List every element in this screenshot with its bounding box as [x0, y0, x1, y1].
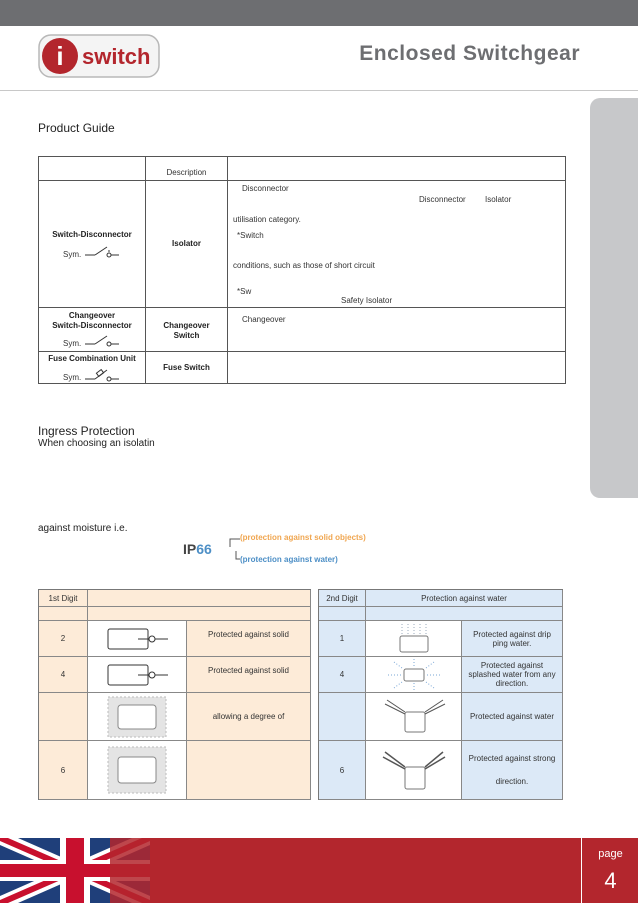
ingress-intro-text: When choosing an isolatin	[38, 438, 155, 449]
solid-diagram-cell	[88, 693, 187, 741]
product-guide-table	[38, 156, 566, 384]
logo-i-text: i	[56, 41, 64, 71]
note-utilisation-category: utilisation category.	[233, 215, 301, 224]
header-divider	[0, 90, 638, 91]
row-type-changeover-line2: Switch	[173, 331, 200, 340]
water-description-line2: direction.	[495, 777, 529, 786]
note-isolator: Isolator	[485, 195, 512, 204]
ingress-protection-title: Ingress Protection	[38, 424, 135, 438]
solid-description: Protected against solid	[187, 621, 311, 657]
product-guide-title: Product Guide	[38, 121, 115, 135]
side-tab	[590, 98, 638, 498]
water-description: Protected against splashed water from any direction.	[462, 657, 563, 693]
row-name-changeover-line2: Switch-Disconnector	[52, 321, 132, 330]
ip-rating	[183, 541, 212, 557]
page-indicator	[581, 838, 638, 903]
water-diagram-cell	[366, 693, 462, 741]
header-1st-digit: 1st Digit	[39, 590, 88, 607]
ingress-moisture-text: against moisture i.e.	[38, 523, 128, 534]
water-jet-icon	[379, 696, 449, 738]
note-sw: *Sw	[237, 287, 252, 296]
water-diagram-cell	[366, 741, 462, 800]
water-description-cell	[462, 741, 563, 800]
symbol-label: Sym.	[63, 373, 82, 382]
ip-label-water: (protection against water)	[240, 555, 338, 564]
changeover-symbol-icon	[83, 334, 123, 348]
water-digit: 1	[319, 621, 366, 657]
document-title: Enclosed Switchgear	[359, 42, 580, 65]
water-protection-table	[318, 589, 563, 800]
solid-digit: 6	[39, 741, 88, 800]
dust-protected-icon	[102, 695, 172, 739]
fuse-switch-symbol-icon	[83, 367, 123, 383]
solid-description	[187, 741, 311, 800]
water-diagram-cell	[366, 657, 462, 693]
solid-digit	[39, 693, 88, 741]
row-type-changeover-line1: Changeover	[163, 321, 210, 330]
ip-prefix: IP	[183, 541, 197, 557]
solid-digit: 2	[39, 621, 88, 657]
logo-switch-text: switch	[82, 44, 151, 69]
dust-tight-icon	[102, 745, 172, 795]
column-header-description: Description	[166, 168, 207, 177]
note-switch: *Switch	[237, 231, 264, 240]
union-jack-flag	[0, 838, 150, 903]
enclosure-probe-icon	[102, 625, 172, 653]
note-safety-isolator: Safety Isolator	[341, 296, 393, 305]
water-description: Protected against water	[462, 693, 563, 741]
ip-label-solid: (protection against solid objects)	[240, 533, 366, 542]
water-digit: 6	[319, 741, 366, 800]
symbol-label: Sym.	[63, 339, 82, 348]
enclosure-wire-icon	[102, 661, 172, 689]
row-name-switch-disconnector: Switch-Disconnector	[52, 230, 132, 239]
powerful-jet-icon	[379, 745, 449, 795]
row-type-fuse-switch: Fuse Switch	[163, 363, 210, 372]
note-changeover: Changeover	[242, 315, 286, 324]
water-description-line1: Protected against strong	[468, 754, 556, 763]
note-conditions: conditions, such as those of short circuit	[233, 261, 375, 270]
note-disconnector: Disconnector	[242, 184, 289, 193]
solid-diagram-cell	[88, 621, 187, 657]
row-name-changeover-line1: Changeover	[68, 311, 116, 320]
header-protection-water: Protection against water	[366, 590, 563, 607]
splashing-water-icon	[384, 658, 444, 692]
solid-description: allowing a degree of	[187, 693, 311, 741]
page-number: 4	[604, 868, 617, 893]
top-bar	[0, 0, 638, 26]
water-description: Protected against drip ping water.	[462, 621, 563, 657]
row-type-isolator: Isolator	[172, 239, 201, 248]
solid-digit: 4	[39, 657, 88, 693]
solid-diagram-cell	[88, 741, 187, 800]
solid-protection-table	[38, 589, 311, 800]
row-name-fuse-combination: Fuse Combination Unit	[48, 354, 136, 363]
water-diagram-cell	[366, 621, 462, 657]
solid-description: Protected against solid	[187, 657, 311, 693]
page-label: page	[598, 848, 623, 860]
symbol-label: Sym.	[63, 250, 82, 259]
note-disconnector-2: Disconnector	[419, 195, 466, 204]
dripping-water-icon	[384, 623, 444, 655]
switch-symbol-icon	[83, 245, 123, 259]
ip-digits: 66	[196, 541, 212, 557]
iswitch-logo	[38, 34, 160, 78]
header-2nd-digit: 2nd Digit	[319, 590, 366, 607]
solid-diagram-cell	[88, 657, 187, 693]
water-digit	[319, 693, 366, 741]
water-digit: 4	[319, 657, 366, 693]
